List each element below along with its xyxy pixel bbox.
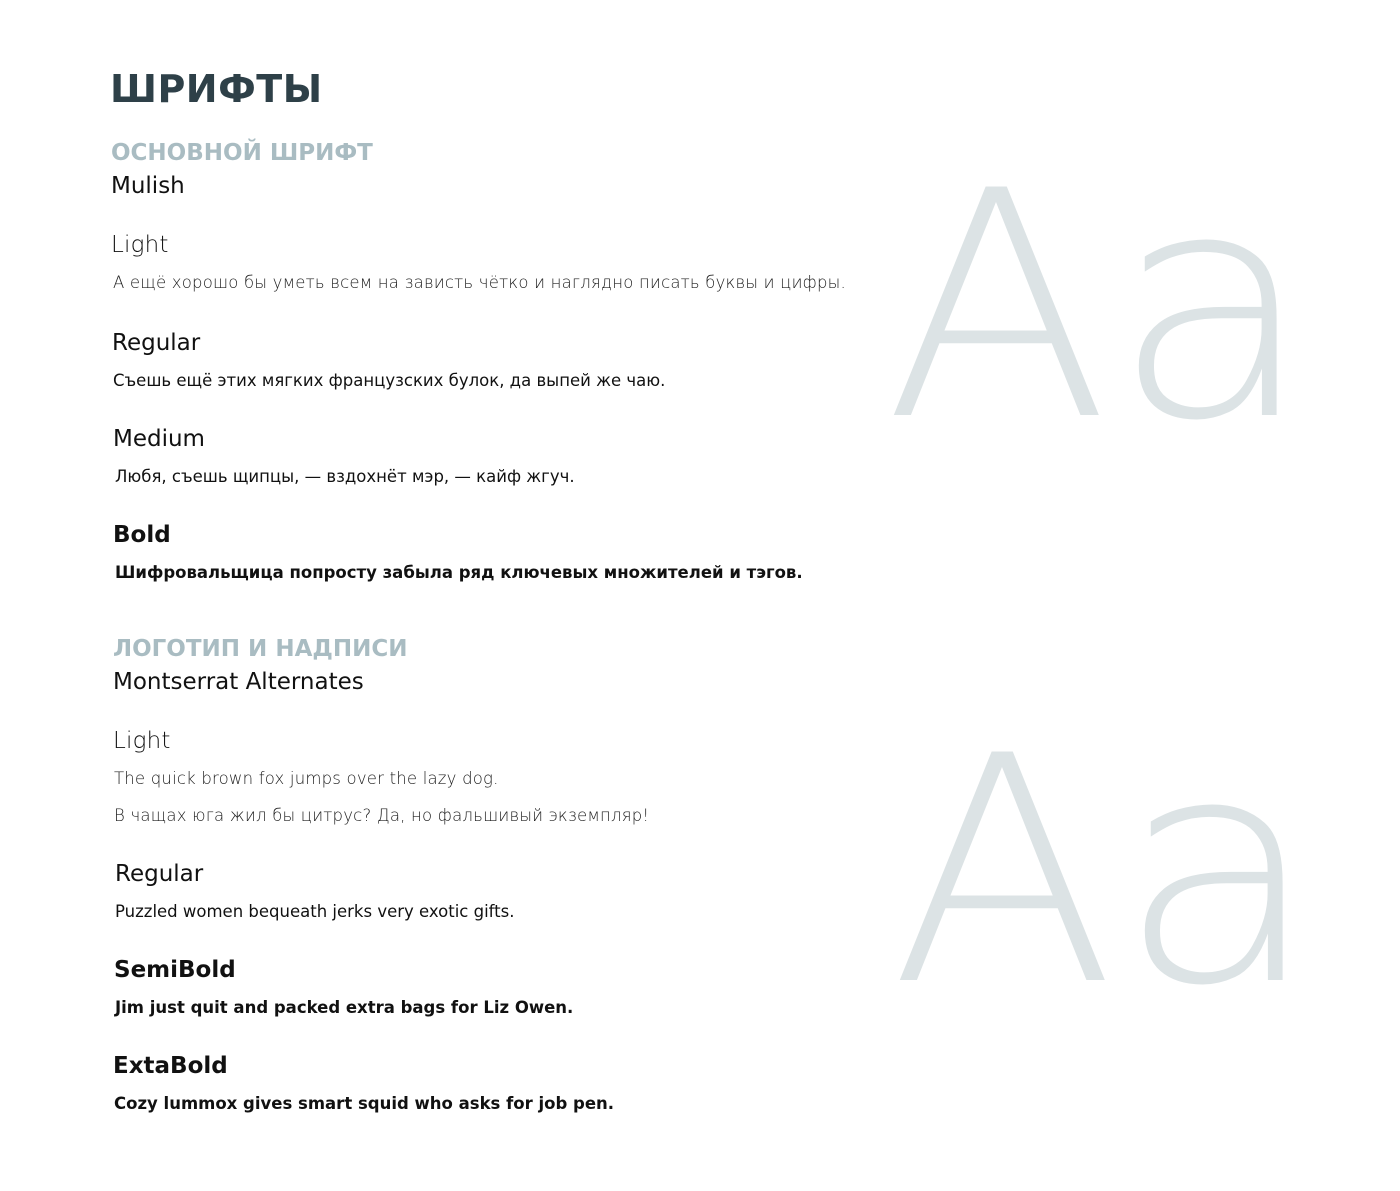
logo-weight-regular-label: Regular bbox=[115, 861, 204, 887]
primary-font-specimen: Aa bbox=[884, 124, 1316, 490]
logo-weight-extrabold-sample: Cozy lummox gives smart squid who asks for job pen. bbox=[114, 1094, 615, 1113]
primary-weight-light-sample: А ещё хорошо бы уметь всем на зависть чётко и наглядно писать буквы и цифры. bbox=[113, 273, 846, 292]
logo-font-section-label: ЛОГОТИП И НАДПИСИ bbox=[113, 636, 408, 662]
logo-weight-semibold-label: SemiBold bbox=[114, 957, 236, 983]
primary-weight-medium-sample: Любя, съешь щипцы, — вздохнёт мэр, — кайф жгуч. bbox=[115, 467, 575, 486]
primary-weight-bold-sample: Шифровальщица попросту забыла ряд ключевых множителей и тэгов. bbox=[115, 563, 803, 582]
logo-weight-light-label: Light bbox=[113, 728, 171, 754]
logo-font-name: Montserrat Alternates bbox=[113, 669, 364, 695]
primary-weight-regular-sample: Съешь ещё этих мягких французских булок, да выпей же чаю. bbox=[113, 371, 666, 390]
primary-weight-regular-label: Regular bbox=[112, 330, 201, 356]
page-title: ШРИФТЫ bbox=[110, 67, 323, 111]
primary-weight-light-label: Light bbox=[111, 232, 169, 258]
logo-weight-extrabold-label: ExtaBold bbox=[113, 1053, 228, 1079]
logo-weight-semibold-sample: Jim just quit and packed extra bags for Liz Owen. bbox=[115, 998, 574, 1017]
primary-weight-medium-label: Medium bbox=[113, 426, 205, 452]
logo-weight-regular-sample: Puzzled women bequeath jerks very exotic gifts. bbox=[115, 902, 515, 921]
primary-font-name: Mulish bbox=[111, 173, 185, 199]
logo-weight-light-sample-1: The quick brown fox jumps over the lazy dog. bbox=[114, 769, 499, 788]
logo-font-specimen: Aa bbox=[890, 689, 1322, 1055]
logo-weight-light-sample-2: В чащах юга жил бы цитрус? Да, но фальшивый экземпляр! bbox=[114, 806, 650, 825]
primary-weight-bold-label: Bold bbox=[113, 522, 171, 548]
primary-font-section-label: ОСНОВНОЙ ШРИФТ bbox=[111, 140, 373, 166]
